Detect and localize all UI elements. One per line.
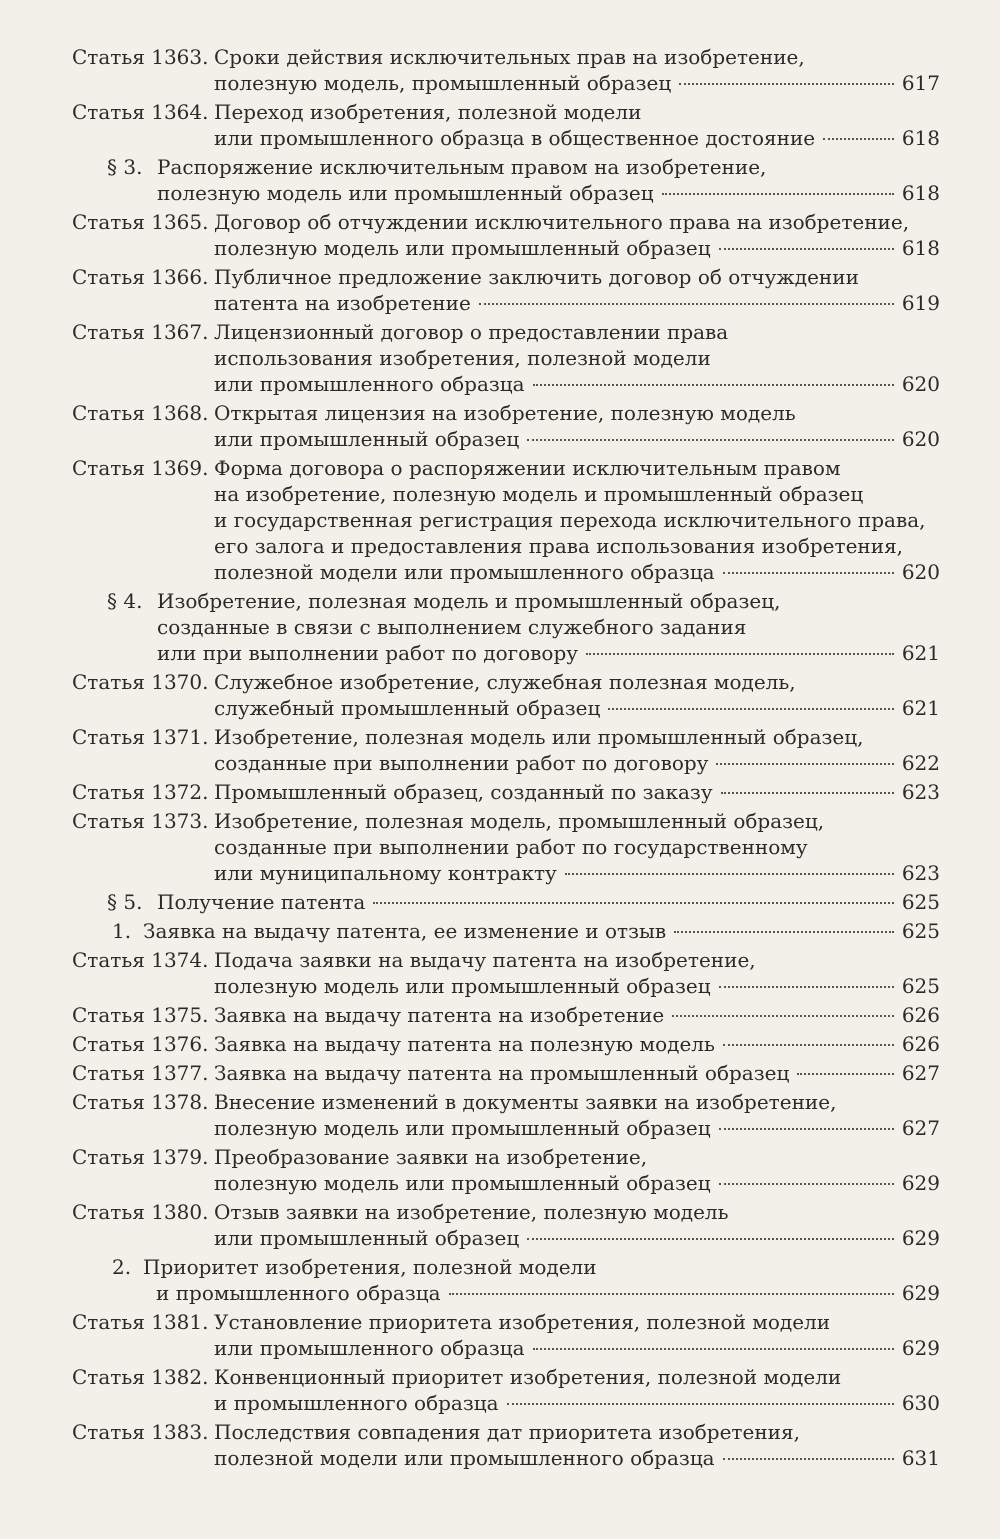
toc-entry-title: или промышленного образца	[214, 372, 525, 396]
toc-leader-line	[214, 973, 940, 999]
toc-entry-title: или промышленный образец	[214, 427, 520, 451]
toc-entry-number: § 5.	[107, 890, 143, 914]
toc-entry-line	[0, 947, 1000, 973]
toc-entry-title: Публичное предложение заключить договор об отчуждении	[214, 265, 859, 289]
toc-entry-number: Статья 1366.	[72, 265, 209, 289]
toc-entry	[0, 1144, 1000, 1196]
toc-leader-line	[214, 70, 940, 96]
toc-entry-line	[0, 1089, 1000, 1115]
toc-entry-title: Служебное изобретение, служебная полезная модель,	[214, 670, 796, 694]
toc-page-number: 618	[901, 126, 940, 150]
toc-entry-number: Статья 1378.	[72, 1090, 209, 1114]
dot-leader	[533, 1348, 894, 1350]
toc-entry-line	[0, 1002, 1000, 1028]
toc-entry	[0, 400, 1000, 452]
toc-entry-line	[0, 426, 1000, 452]
toc-page-number: 623	[901, 780, 940, 804]
toc-page-number: 620	[901, 427, 940, 451]
toc-entry-number: Статья 1369.	[72, 456, 209, 480]
toc-entry-number: Статья 1367.	[72, 320, 209, 344]
dot-leader	[662, 193, 894, 195]
toc-leader-line	[214, 860, 940, 886]
toc-entry-line	[0, 779, 1000, 805]
dot-leader	[449, 1293, 894, 1295]
toc-page-number: 625	[901, 919, 940, 943]
toc-leader-line	[214, 1115, 940, 1141]
toc-entry-line	[0, 264, 1000, 290]
toc-leader-line	[156, 1280, 940, 1306]
toc-entry	[0, 1089, 1000, 1141]
toc-entry	[0, 1419, 1000, 1471]
toc-entry-title: на изобретение, полезную модель и промышленный образец	[214, 482, 864, 506]
dot-leader	[719, 1183, 894, 1185]
toc-leader-line	[143, 918, 940, 944]
toc-page-number: 630	[901, 1391, 940, 1415]
toc-entry-line	[0, 1199, 1000, 1225]
toc-entry-line	[0, 695, 1000, 721]
toc-entry-title: или промышленного образца	[214, 1336, 525, 1360]
toc-entry-title: Преобразование заявки на изобретение,	[214, 1145, 648, 1169]
dot-leader	[719, 248, 894, 250]
toc-page-number: 620	[901, 372, 940, 396]
dot-leader	[608, 708, 893, 710]
toc-entry-title: Распоряжение исключительным правом на изобретение,	[157, 155, 767, 179]
dot-leader	[723, 572, 894, 574]
dot-leader	[719, 1128, 894, 1130]
dot-leader	[716, 763, 893, 765]
toc-entry-title: или муниципальному контракту	[214, 861, 557, 885]
toc-page-number: 631	[901, 1446, 940, 1470]
toc-entry-line	[0, 180, 1000, 206]
toc-entry	[0, 44, 1000, 96]
toc-entry-title: и государственная регистрация перехода исключительного права,	[214, 508, 926, 532]
toc-page-number: 617	[901, 71, 940, 95]
toc-entry-title: Лицензионный договор о предоставлении права	[214, 320, 729, 344]
toc-entry-title: Получение патента	[157, 890, 366, 914]
toc-entry	[0, 1002, 1000, 1028]
toc-entry-title: полезную модель или промышленный образец	[214, 236, 711, 260]
toc-entry-number: Статья 1365.	[72, 210, 209, 234]
toc-entry-title: Договор об отчуждении исключительного права на изобретение,	[214, 210, 910, 234]
toc-entry-line	[0, 1170, 1000, 1196]
toc-entry-line	[0, 154, 1000, 180]
toc-entry-title: полезную модель или промышленный образец	[214, 1171, 711, 1195]
toc-entry-line	[0, 481, 1000, 507]
toc-page-number: 629	[901, 1336, 940, 1360]
toc-entry-number: 1.	[112, 919, 132, 943]
dot-leader	[586, 653, 894, 655]
toc-entry-title: Заявка на выдачу патента на полезную модель	[214, 1032, 715, 1056]
toc-entry-title: полезную модель или промышленный образец	[157, 181, 654, 205]
toc-entry-number: § 4.	[107, 589, 143, 613]
toc-entry-number: Статья 1371.	[72, 725, 209, 749]
toc-entry-number: Статья 1379.	[72, 1145, 209, 1169]
dot-leader	[721, 792, 894, 794]
dot-leader	[797, 1073, 893, 1075]
toc-entry-number: Статья 1363.	[72, 45, 209, 69]
toc-entry-line	[0, 1419, 1000, 1445]
toc-entry-title: Переход изобретения, полезной модели	[214, 100, 642, 124]
toc-leader-line	[214, 1060, 940, 1086]
toc-leader-line	[214, 1225, 940, 1251]
toc-page-number: 622	[901, 751, 940, 775]
toc-entry-line	[0, 808, 1000, 834]
toc-entry	[0, 779, 1000, 805]
toc-leader-line	[214, 750, 940, 776]
toc-entry-line	[0, 1309, 1000, 1335]
toc-entry-line	[0, 455, 1000, 481]
table-of-contents	[0, 44, 1000, 1474]
toc-entry	[0, 1060, 1000, 1086]
toc-entry-line	[0, 1335, 1000, 1361]
toc-entry-title: Сроки действия исключительных прав на изобретение,	[214, 45, 805, 69]
toc-entry-title: Заявка на выдачу патента, ее изменение и отзыв	[143, 919, 667, 943]
toc-page-number: 626	[901, 1003, 940, 1027]
toc-entry-title: Приоритет изобретения, полезной модели	[143, 1255, 597, 1279]
toc-entry-line	[0, 1390, 1000, 1416]
toc-leader-line	[157, 640, 940, 666]
toc-entry-title: созданные в связи с выполнением служебного задания	[157, 615, 747, 639]
toc-leader-line	[214, 1002, 940, 1028]
toc-entry	[0, 154, 1000, 206]
dot-leader	[527, 1238, 894, 1240]
dot-leader	[507, 1403, 894, 1405]
toc-entry	[0, 918, 1000, 944]
toc-page-number: 619	[901, 291, 940, 315]
toc-page-number: 629	[901, 1281, 940, 1305]
toc-entry-line	[0, 371, 1000, 397]
toc-entry-line	[0, 507, 1000, 533]
toc-entry-title: и промышленного образца	[156, 1281, 441, 1305]
toc-entry-line	[0, 1225, 1000, 1251]
toc-leader-line	[214, 125, 940, 151]
toc-entry-number: Статья 1374.	[72, 948, 209, 972]
toc-entry-title: полезную модель или промышленный образец	[214, 1116, 711, 1140]
toc-page-number: 621	[901, 641, 940, 665]
toc-entry-title: Промышленный образец, созданный по заказу	[214, 780, 713, 804]
toc-entry-title: Изобретение, полезная модель или промышленный образец,	[214, 725, 864, 749]
toc-page-number: 629	[901, 1226, 940, 1250]
toc-entry-line	[0, 235, 1000, 261]
toc-entry-title: патента на изобретение	[214, 291, 471, 315]
toc-entry	[0, 455, 1000, 585]
dot-leader	[672, 1015, 894, 1017]
toc-leader-line	[214, 1445, 940, 1471]
toc-entry	[0, 588, 1000, 666]
toc-leader-line	[214, 426, 940, 452]
toc-entry-title: и промышленного образца	[214, 1391, 499, 1415]
toc-entry-line	[0, 640, 1000, 666]
toc-entry-title: Заявка на выдачу патента на изобретение	[214, 1003, 665, 1027]
toc-page-number: 626	[901, 1032, 940, 1056]
toc-entry	[0, 319, 1000, 397]
toc-leader-line	[157, 889, 940, 915]
toc-leader-line	[214, 1335, 940, 1361]
toc-entry-line	[0, 99, 1000, 125]
toc-entry-line	[0, 125, 1000, 151]
toc-entry-title: созданные при выполнении работ по государственному	[214, 835, 808, 859]
toc-entry-title: созданные при выполнении работ по договору	[214, 751, 709, 775]
toc-entry-number: Статья 1376.	[72, 1032, 209, 1056]
toc-entry	[0, 1031, 1000, 1057]
toc-entry-title: Изобретение, полезная модель и промышленный образец,	[157, 589, 781, 613]
toc-entry	[0, 889, 1000, 915]
toc-page-number: 627	[901, 1116, 940, 1140]
toc-entry-line	[0, 669, 1000, 695]
toc-entry-title: Форма договора о распоряжении исключительным правом	[214, 456, 841, 480]
toc-entry-line	[0, 973, 1000, 999]
dot-leader	[527, 439, 894, 441]
toc-entry-line	[0, 1060, 1000, 1086]
toc-entry-title: или промышленный образец	[214, 1226, 520, 1250]
dot-leader	[373, 902, 893, 904]
toc-entry-number: Статья 1381.	[72, 1310, 209, 1334]
toc-entry	[0, 1364, 1000, 1416]
toc-entry	[0, 1309, 1000, 1361]
toc-page-number: 618	[901, 181, 940, 205]
toc-page-number: 620	[901, 560, 940, 584]
toc-leader-line	[214, 695, 940, 721]
toc-page-number: 618	[901, 236, 940, 260]
toc-entry	[0, 724, 1000, 776]
toc-entry-line	[0, 1254, 1000, 1280]
toc-entry-line	[0, 750, 1000, 776]
dot-leader	[479, 303, 894, 305]
toc-page-number: 625	[901, 890, 940, 914]
toc-entry-number: Статья 1383.	[72, 1420, 209, 1444]
toc-leader-line	[214, 1390, 940, 1416]
toc-entry	[0, 1254, 1000, 1306]
toc-leader-line	[214, 1031, 940, 1057]
toc-entry-line	[0, 834, 1000, 860]
toc-entry-title: или при выполнении работ по договору	[157, 641, 579, 665]
toc-entry	[0, 1199, 1000, 1251]
toc-entry-line	[0, 889, 1000, 915]
toc-leader-line	[214, 290, 940, 316]
toc-entry-title: Изобретение, полезная модель, промышленный образец,	[214, 809, 825, 833]
toc-entry-title: Открытая лицензия на изобретение, полезную модель	[214, 401, 796, 425]
toc-leader-line	[214, 1170, 940, 1196]
toc-entry-line	[0, 400, 1000, 426]
toc-entry-title: Подача заявки на выдачу патента на изобретение,	[214, 948, 756, 972]
toc-entry-line	[0, 559, 1000, 585]
toc-entry	[0, 808, 1000, 886]
toc-leader-line	[214, 779, 940, 805]
toc-entry-number: § 3.	[107, 155, 143, 179]
toc-entry-title: полезной модели или промышленного образца	[214, 1446, 715, 1470]
toc-page-number: 621	[901, 696, 940, 720]
toc-entry-title: или промышленного образца в общественное достояние	[214, 126, 816, 150]
toc-page-number: 623	[901, 861, 940, 885]
toc-entry-line	[0, 1031, 1000, 1057]
toc-entry-line	[0, 1280, 1000, 1306]
toc-entry-line	[0, 1445, 1000, 1471]
toc-entry-title: полезную модель, промышленный образец	[214, 71, 672, 95]
toc-entry	[0, 264, 1000, 316]
dot-leader	[723, 1458, 894, 1460]
toc-leader-line	[214, 235, 940, 261]
toc-entry-line	[0, 1364, 1000, 1390]
toc-entry-number: Статья 1372.	[72, 780, 209, 804]
toc-entry-title: использования изобретения, полезной модели	[214, 346, 711, 370]
toc-page-number: 625	[901, 974, 940, 998]
toc-entry-line	[0, 209, 1000, 235]
toc-entry-line	[0, 70, 1000, 96]
toc-entry-number: Статья 1368.	[72, 401, 209, 425]
toc-entry-number: 2.	[112, 1255, 132, 1279]
toc-page-number: 629	[901, 1171, 940, 1195]
toc-entry-title: его залога и предоставления права использования изобретения,	[214, 534, 904, 558]
toc-entry	[0, 669, 1000, 721]
dot-leader	[533, 384, 894, 386]
toc-entry-title: полезной модели или промышленного образца	[214, 560, 715, 584]
toc-entry-title: Установление приоритета изобретения, полезной модели	[214, 1310, 831, 1334]
dot-leader	[674, 931, 894, 933]
toc-leader-line	[214, 559, 940, 585]
toc-entry-number: Статья 1364.	[72, 100, 209, 124]
toc-entry-line	[0, 614, 1000, 640]
toc-page-number: 627	[901, 1061, 940, 1085]
toc-entry	[0, 947, 1000, 999]
toc-entry-number: Статья 1373.	[72, 809, 209, 833]
toc-entry-line	[0, 1144, 1000, 1170]
toc-entry	[0, 209, 1000, 261]
toc-leader-line	[157, 180, 940, 206]
toc-leader-line	[214, 371, 940, 397]
toc-entry	[0, 99, 1000, 151]
toc-entry-title: полезную модель или промышленный образец	[214, 974, 711, 998]
toc-entry-line	[0, 588, 1000, 614]
toc-entry-title: Последствия совпадения дат приоритета изобретения,	[214, 1420, 800, 1444]
dot-leader	[823, 138, 894, 140]
toc-entry-title: Внесение изменений в документы заявки на изобретение,	[214, 1090, 837, 1114]
toc-entry-line	[0, 290, 1000, 316]
toc-entry-number: Статья 1370.	[72, 670, 209, 694]
toc-entry-line	[0, 1115, 1000, 1141]
toc-entry-line	[0, 44, 1000, 70]
toc-entry-line	[0, 533, 1000, 559]
toc-entry-line	[0, 319, 1000, 345]
toc-entry-line	[0, 860, 1000, 886]
toc-entry-number: Статья 1382.	[72, 1365, 209, 1389]
toc-entry-line	[0, 724, 1000, 750]
toc-entry-title: Отзыв заявки на изобретение, полезную модель	[214, 1200, 729, 1224]
toc-entry-title: Заявка на выдачу патента на промышленный образец	[214, 1061, 790, 1085]
toc-entry-number: Статья 1375.	[72, 1003, 209, 1027]
dot-leader	[679, 83, 894, 85]
toc-entry-title: служебный промышленный образец	[214, 696, 601, 720]
dot-leader	[719, 986, 894, 988]
toc-entry-title: Конвенционный приоритет изобретения, полезной модели	[214, 1365, 842, 1389]
toc-entry-number: Статья 1380.	[72, 1200, 209, 1224]
toc-entry-number: Статья 1377.	[72, 1061, 209, 1085]
toc-entry-line	[0, 918, 1000, 944]
toc-entry-line	[0, 345, 1000, 371]
dot-leader	[565, 873, 894, 875]
dot-leader	[723, 1044, 894, 1046]
